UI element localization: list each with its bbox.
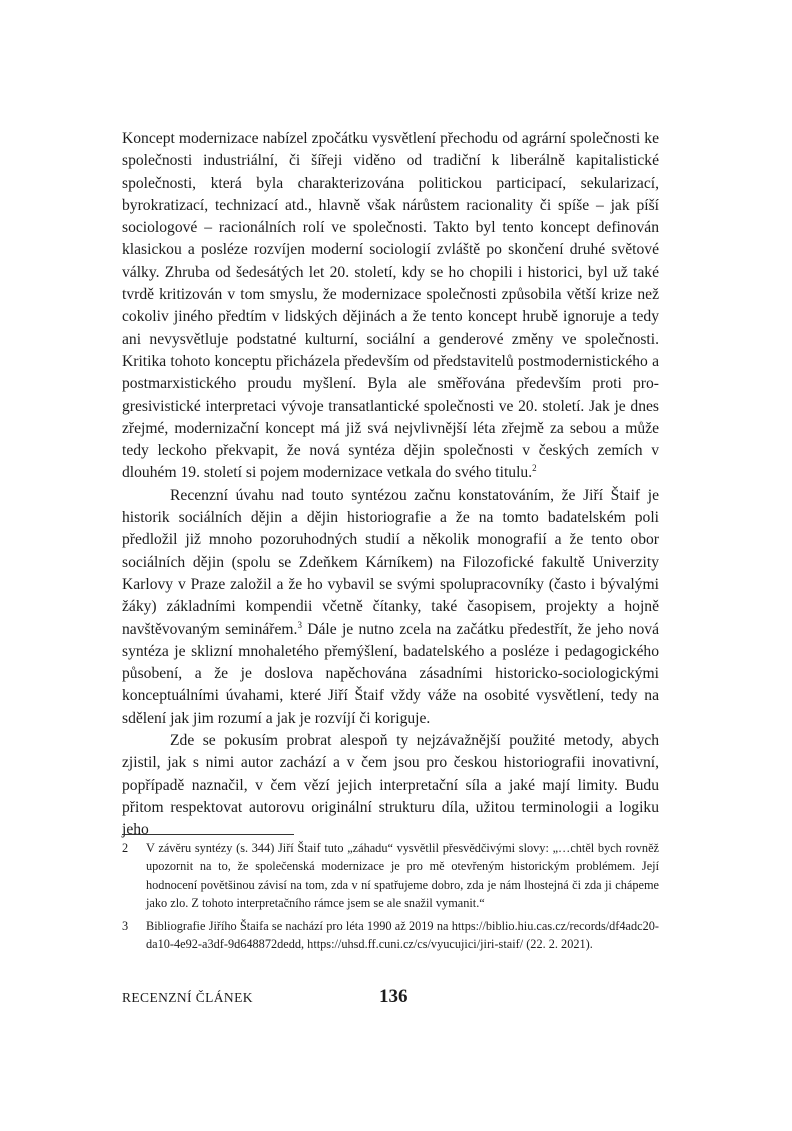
main-text	[122, 128, 659, 842]
paragraph-3: Zde se pokusím probrat alespoň ty nejzávažnější použité metody, abych zjistil, jak s nimi autor zachází a v čem jsou pro českou historiografii inovativní, popřípadě naznačil, v čem vězí jejich interpretační síla a jaké mají limity. Budu přitom respektovat autorovu originální strukturu díla, užitou terminologii a logiku jeho	[122, 732, 659, 839]
footnote-number: 3	[122, 918, 129, 933]
footnote-2	[122, 839, 659, 913]
footnote-ref-2[interactable]: 2	[532, 463, 537, 474]
page-number: 136	[379, 986, 408, 1007]
paragraph-2-text-a: Recenzní úvahu nad touto syntézou začnu konstatováním, že Jiří Štaif je historik sociálních dějin a dějin historiografie a že na tomto badatelském poli předložil již mnoho pozoruhodných studií a několik monografií a že tento obor sociálních dějin (spolu se Zdeňkem Kárníkem) na Filozofické fakultě Univerzity Karlovy v Praze založil a že ho vybavil se svými spolupracovníky (často i bývalými žáky) základními kompendii včetně čítanky, také časopisem, projekty a hojně navštěvovaným seminářem.	[122, 486, 659, 638]
footnote-text: V závěru syntézy (s. 344) Jiří Štaif tuto „záhadu“ vysvětlil přesvědčivými slovy: „…chtěl bych rovněž upozornit na to, že společenská modernizace je pro mě otevřeným historickým problémem. Její hodnocení povětšinou závisí na tom, zda v ní spatřujeme dobro, zda je nám lhostejná či zda ji chápeme jako zlo. Z tohoto interpretačního rámce jsem se ale snažil vymanit.“	[146, 841, 659, 911]
paragraph-2-text-b: Dále je nutno zcela na začátku předestřít, že jeho nová syntéza je sklizní mnohaletého přemýšlení, badatelského a posléze i pedagogického působení, a že je doslova napěchována zásadními historicko-sociologickými konceptuálními úvahami, které Jiří Štaif vždy váže na osobité vysvětlení, tedy na sdělení jak jim rozumí a jak je rozvíjí či koriguje.	[122, 620, 659, 727]
footnote-number: 2	[122, 841, 129, 855]
footnote-text: Bibliografie Jiřího Štaifa se nachází pro léta 1990 až 2019 na https://biblio.hiu.cas.cz/records/df4adc20-da10-4e92-a3df-9d648872dedd, https://uhsd.ff.cuni.cz/cs/vyucujici/jiri-staif/ (22. 2. 2021).	[146, 918, 659, 952]
paragraph-1	[122, 128, 659, 485]
footnote-separator	[122, 834, 294, 835]
paragraph-2	[122, 485, 659, 730]
section-label: RECENZNÍ ČLÁNEK	[122, 990, 253, 1005]
paragraph-1-text: Koncept modernizace nabízel zpočátku vysvětlení přechodu od agrární společnosti ke společnosti industriální, či šířeji viděno od tradiční k liberálně kapitalistické společnosti, která byla charakterizována politickou participací, sekularizací, byrokratizací, technizací atd., hlavně však nárůstem racionality či spíše – jak píší sociologové – racionálních rolí ve společnosti. Takto byl tento koncept definován klasickou a posléze rozvíjen moderní sociologií zvláště po skončení druhé světové války. Zhruba od šedesátých let 20. století, kdy se ho chopili i historici, byl už také tvrdě kritizován v tom smyslu, že modernizace společnosti způsobila větší krize než cokoliv jiného předtím v lidských dějinách a že tento koncept hrubě ignoruje a tedy ani nevysvětluje podstatné kulturní, sociální a genderové změny ve společnosti. Kritika tohoto konceptu přicházela především od představitelů postmodernistického a postmarxistického proudu myšlení. Byla ale směřována především proti progresivistické interpretaci vývoje transatlantické společnosti ve 20. století. Jak je dnes zřejmé, modernizační koncept má již svá nejvlivnější léta zřejmě za sebou a může tedy leckoho překvapit, že nová syntéza dějin společnosti v českých zemích v dlouhém 19. století si pojem modernizace vetkala do svého titulu.	[122, 130, 659, 482]
footnote-3	[122, 917, 659, 954]
footnotes	[122, 839, 659, 957]
footnote-ref-3[interactable]: 3	[297, 619, 302, 630]
